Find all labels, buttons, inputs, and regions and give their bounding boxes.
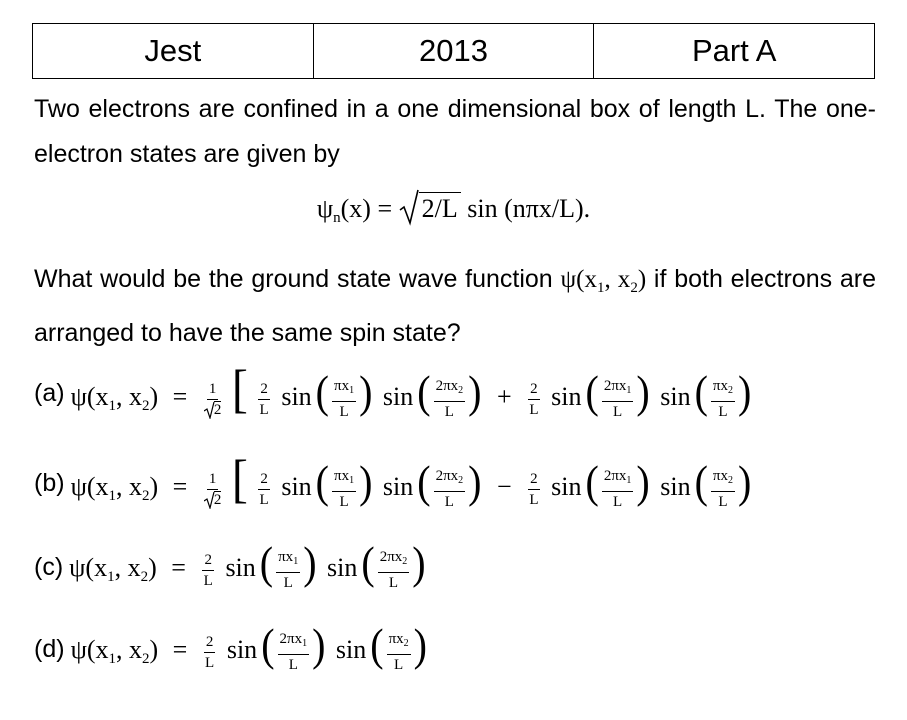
equation-mid: (x) =: [340, 194, 399, 223]
option-c: [34, 536, 427, 592]
option-c-expression: $\psi(x_1$, $x_2$) = $\frac{2}{L}$ sin ( $\frac{\pi x_1}{L}$ ) sin ( $\frac{2\pi x_2}{L}$ ): [69, 536, 426, 592]
option-c-label: (c): [34, 553, 64, 582]
header-row: [33, 24, 875, 79]
option-b: [34, 450, 752, 511]
radical-icon: [399, 188, 419, 226]
exam-year: 2013: [313, 24, 594, 79]
radicand: 2/L: [419, 192, 461, 224]
option-a: [34, 360, 752, 421]
option-d: [34, 618, 428, 674]
square-root: [399, 192, 461, 224]
equation-rhs: sin (nπx/L).: [460, 194, 591, 223]
option-a-label: (a): [34, 379, 65, 408]
question-text: [34, 257, 876, 356]
option-d-label: (d): [34, 635, 65, 664]
wavefunction-equation: [0, 192, 907, 227]
option-b-expression: $\psi(x_1$, $x_2$) = $\frac{1}{2}$ [ $\frac{2}{L}$ sin ( $\frac{\pi x_1}{L}$ ) sin ( $\frac{2\pi x_2}{L}$ ) − $\frac{2}{L}$ sin ( $\frac{2\pi x_1}{L}$ ) sin ( $\frac{\pi x_2}{L}$ ): [70, 450, 752, 511]
option-d-expression: $\psi(x_1$, $x_2$) = $\frac{2}{L}$ sin ( $\frac{2\pi x_1}{L}$ ) sin ( $\frac{\pi x_2}{L}$ ): [70, 618, 427, 674]
option-a-expression: $\psi(x_1$, $x_2$) = $\frac{1}{2}$ [ $\frac{2}{L}$ sin ( $\frac{\pi x_1}{L}$ ) sin ( $\frac{2\pi x_2}{L}$ ) + $\frac{2}{L}$ sin ( $\frac{2\pi x_1}{L}$ ) sin ( $\frac{\pi x_2}{L}$ ): [70, 360, 752, 421]
question-psi: $\psi(x_1$, $x_2$): [560, 266, 647, 296]
question-part-b: if both electrons are arranged to have the same spin state?: [34, 265, 877, 347]
intro-text: Two electrons are confined in a one dimensional box of length L. The one-electron states are given by: [34, 95, 876, 168]
exam-part: Part A: [594, 24, 875, 79]
question-part-a: What would be the ground state wave function: [34, 265, 561, 293]
header-table: [32, 23, 875, 79]
option-b-label: (b): [34, 469, 65, 498]
radical-icon: [204, 491, 215, 509]
radical-icon: [204, 401, 215, 419]
psi-symbol: ψ: [316, 194, 334, 223]
exam-name: Jest: [33, 24, 314, 79]
subscript-n: n: [333, 210, 341, 226]
